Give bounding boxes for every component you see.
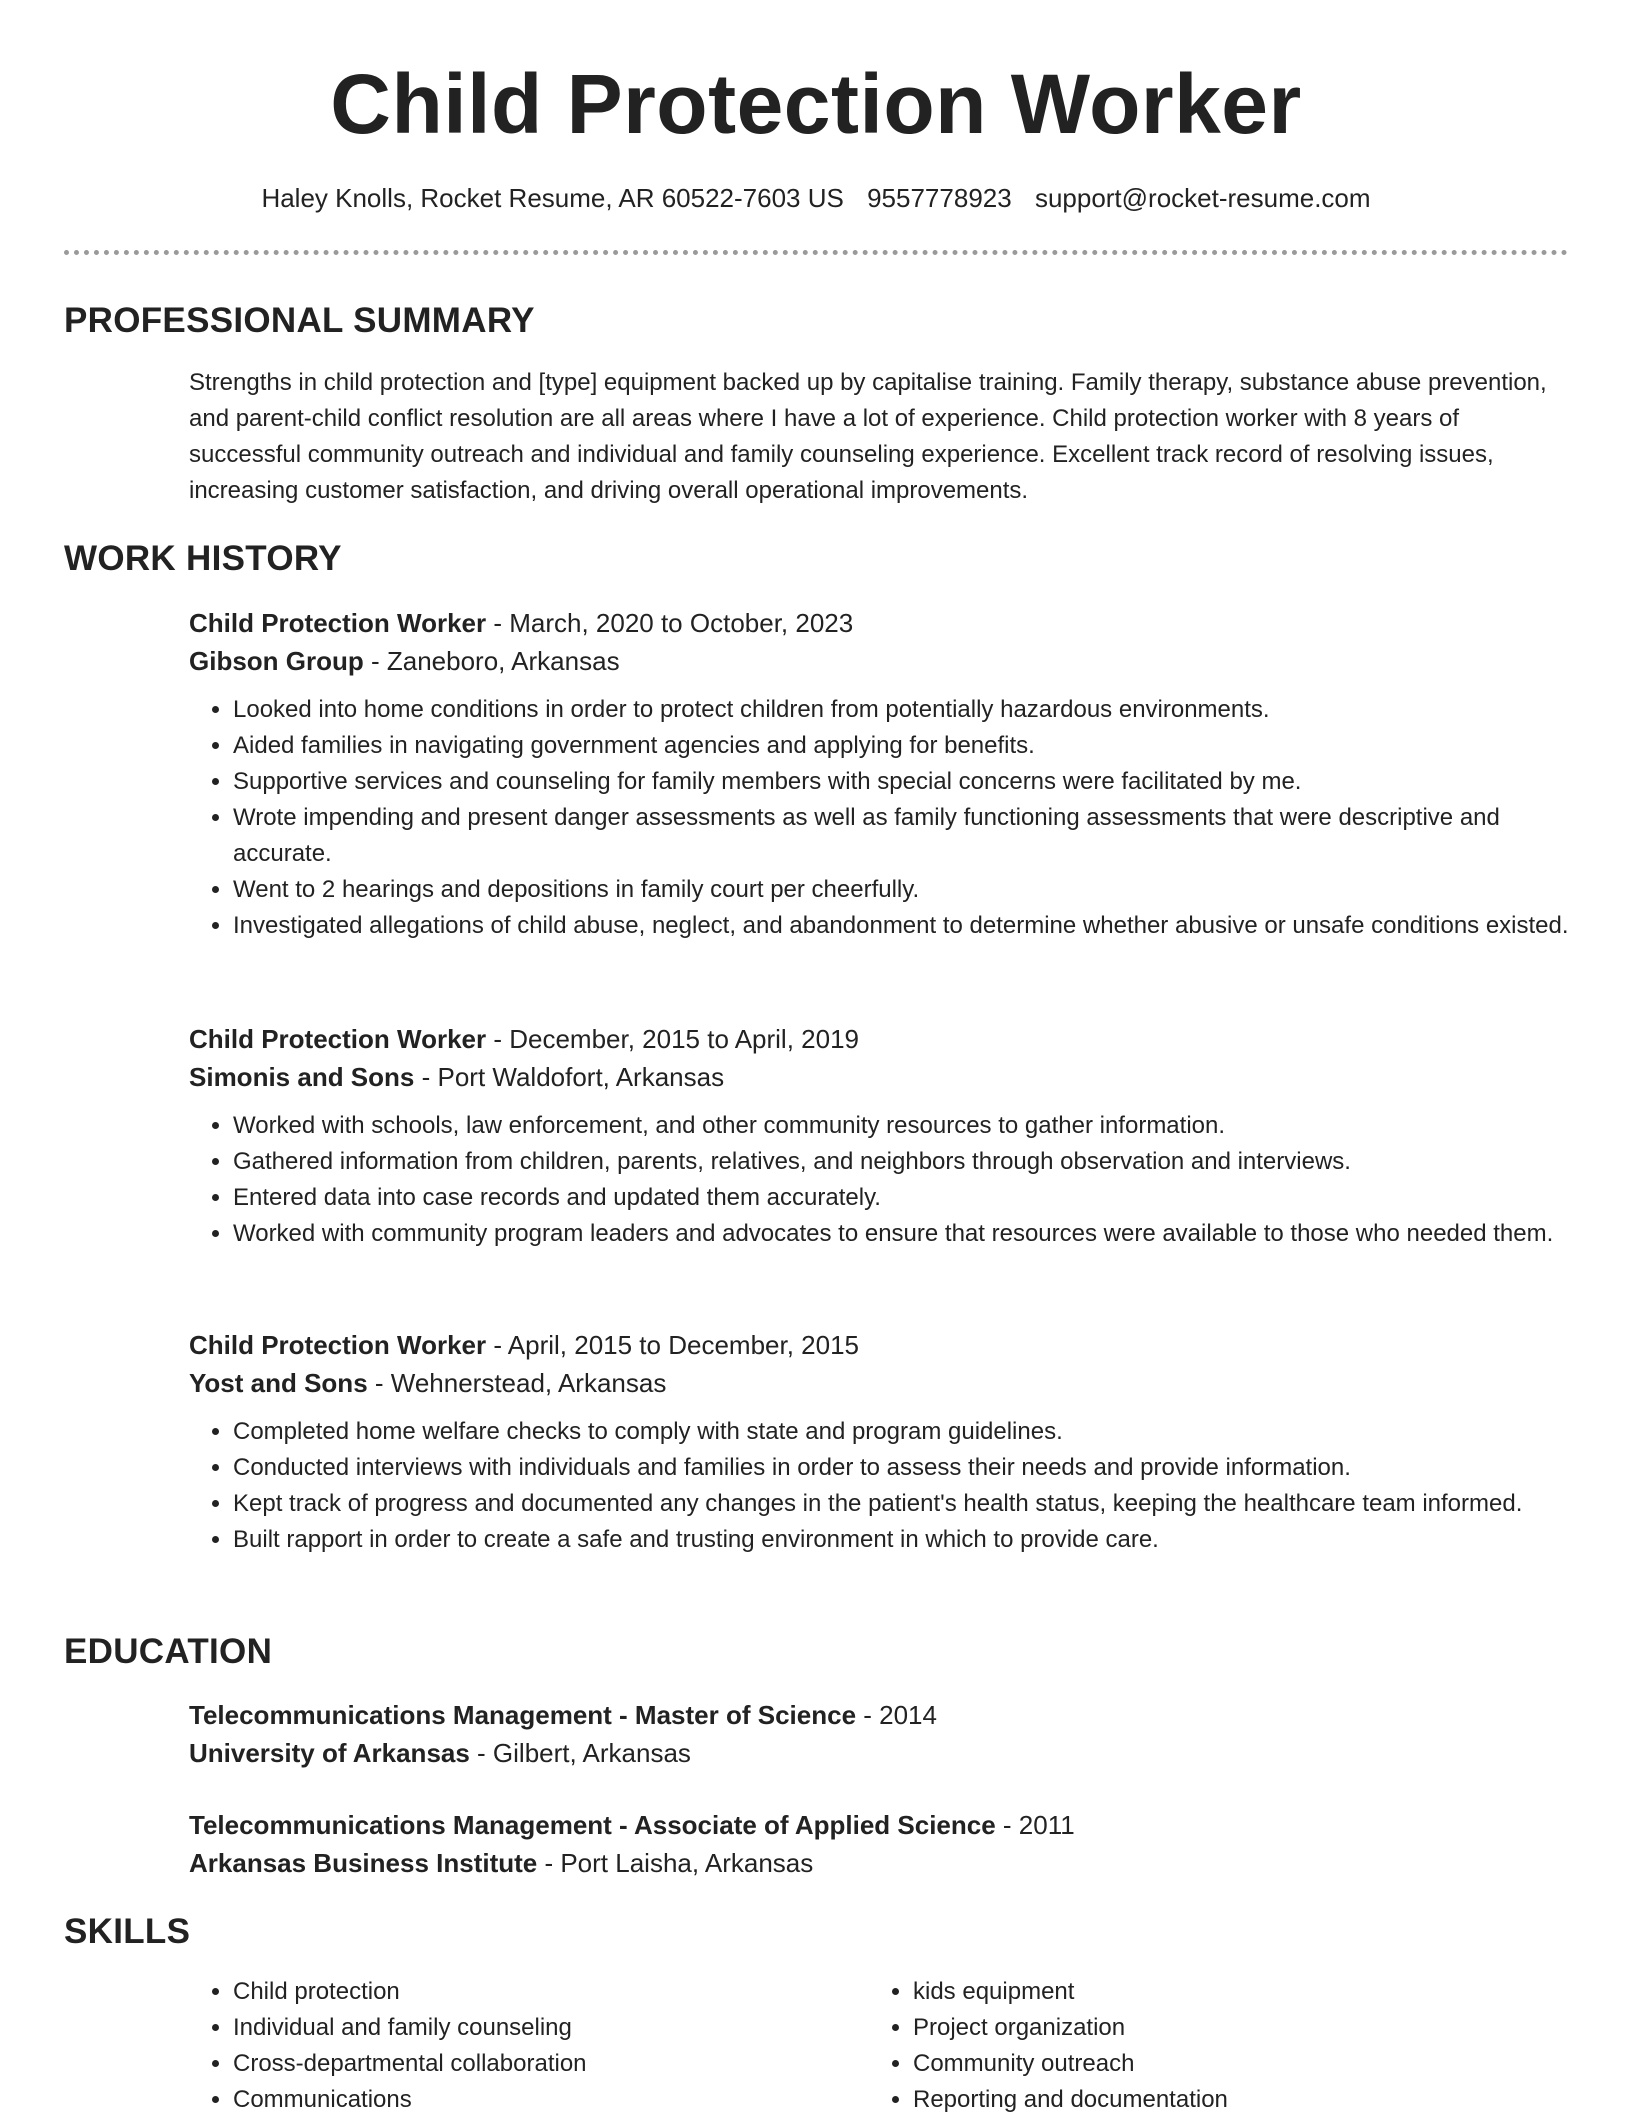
summary-text: Strengths in child protection and [type] equipment backed up by capitalise training. Family therapy, substance abuse prevention, and parent-child conflict resolution are all areas where I have a lot of experience. Child protection worker with 8 years of successful community outreach and individual and family counseling experience. Excellent track record of resolving issues, increasing customer satisfaction, and driving overall operational improvements. (189, 369, 1547, 504)
list-item: • Completed home welfare checks to comply with state and program guidelines. (233, 1414, 1569, 1450)
job-bullets (189, 1414, 1569, 1558)
header-divider (64, 250, 1568, 255)
list-item: • Cross-departmental collaboration (233, 2046, 829, 2082)
list-item: • Built rapport in order to create a safe and trusting environment in which to provide care. (233, 1522, 1569, 1558)
list-item: • Aided families in navigating government agencies and applying for benefits. (233, 728, 1569, 764)
skills-left-list (189, 1974, 829, 2118)
list-item: • Looked into home conditions in order to protect children from potentially hazardous environments. (233, 692, 1569, 728)
job-company-line (189, 1058, 1569, 1096)
job-location: - Zaneboro, Arkansas (363, 646, 620, 676)
list-item: • Child protection (233, 1974, 829, 2010)
skills-column-right (869, 1974, 1509, 2118)
list-item: • Worked with schools, law enforcement, and other community resources to gather information. (233, 1108, 1569, 1144)
list-item: • Communications (233, 2082, 829, 2118)
list-item: • Went to 2 hearings and depositions in family court per cheerfully. (233, 872, 1569, 908)
education-degree-line (189, 1696, 1569, 1734)
education-location: - Gilbert, Arkansas (469, 1738, 691, 1768)
education-degree-line (189, 1806, 1569, 1844)
job-title-line (189, 604, 1569, 642)
job-bullets (189, 1108, 1569, 1252)
list-item: • Reporting and documentation (913, 2082, 1509, 2118)
job-dates: - December, 2015 to April, 2019 (486, 1024, 859, 1054)
job-entry-3 (189, 1326, 1569, 1558)
section-title-work-history: WORK HISTORY (64, 539, 342, 578)
job-role: Child Protection Worker (189, 1330, 487, 1360)
list-item: • kids equipment (913, 1974, 1509, 2010)
job-company: Yost and Sons (189, 1368, 368, 1398)
contact-address: Haley Knolls, Rocket Resume, AR 60522-7603 US (261, 183, 844, 213)
education-degree: Telecommunications Management - Master of Science (189, 1700, 857, 1730)
skills-column-left (189, 1974, 829, 2118)
job-title-line (189, 1020, 1569, 1058)
education-entry-2 (189, 1806, 1569, 1882)
section-title-summary: PROFESSIONAL SUMMARY (64, 301, 535, 340)
list-item: • Kept track of progress and documented any changes in the patient's health status, keeping the healthcare team informed. (233, 1486, 1569, 1522)
job-company: Simonis and Sons (189, 1062, 415, 1092)
list-item: • Supportive services and counseling for family members with special concerns were facilitated by me. (233, 764, 1569, 800)
education-entry-1 (189, 1696, 1569, 1772)
job-dates: - April, 2015 to December, 2015 (486, 1330, 859, 1360)
resume-title: Child Protection Worker (330, 57, 1302, 151)
education-year: - 2014 (856, 1700, 937, 1730)
skills-right-list (869, 1974, 1509, 2118)
job-location: - Port Waldofort, Arkansas (414, 1062, 725, 1092)
job-title-line (189, 1326, 1569, 1364)
contact-line (0, 180, 1632, 216)
list-item: • Worked with community program leaders and advocates to ensure that resources were available to those who needed them. (233, 1216, 1569, 1252)
list-item: • Individual and family counseling (233, 2010, 829, 2046)
job-entry-1 (189, 604, 1569, 944)
list-item: • Entered data into case records and updated them accurately. (233, 1180, 1569, 1216)
education-school-line (189, 1734, 1569, 1772)
list-item: • Gathered information from children, parents, relatives, and neighbors through observation and interviews. (233, 1144, 1569, 1180)
job-company: Gibson Group (189, 646, 364, 676)
job-company-line (189, 1364, 1569, 1402)
education-year: - 2011 (995, 1810, 1075, 1840)
education-degree: Telecommunications Management - Associate of Applied Science (189, 1810, 996, 1840)
job-bullets (189, 692, 1569, 944)
job-entry-2 (189, 1020, 1569, 1252)
job-role: Child Protection Worker (189, 1024, 487, 1054)
list-item: • Community outreach (913, 2046, 1509, 2082)
contact-phone: 9557778923 (867, 183, 1012, 213)
section-title-skills: SKILLS (64, 1912, 191, 1951)
job-role: Child Protection Worker (189, 608, 487, 638)
job-location: - Wehnerstead, Arkansas (367, 1368, 667, 1398)
list-item: • Wrote impending and present danger assessments as well as family functioning assessments that were descriptive and accurate. (233, 800, 1569, 872)
education-school-line (189, 1844, 1569, 1882)
job-company-line (189, 642, 1569, 680)
job-dates: - March, 2020 to October, 2023 (486, 608, 854, 638)
list-item: • Project organization (913, 2010, 1509, 2046)
list-item: • Conducted interviews with individuals and families in order to assess their needs and provide information. (233, 1450, 1569, 1486)
section-title-education: EDUCATION (64, 1632, 273, 1671)
education-school: Arkansas Business Institute (189, 1848, 538, 1878)
education-school: University of Arkansas (189, 1738, 470, 1768)
list-item: • Investigated allegations of child abuse, neglect, and abandonment to determine whether abusive or unsafe conditions existed. (233, 908, 1569, 944)
contact-email: support@rocket-resume.com (1034, 183, 1371, 213)
education-location: - Port Laisha, Arkansas (537, 1848, 814, 1878)
